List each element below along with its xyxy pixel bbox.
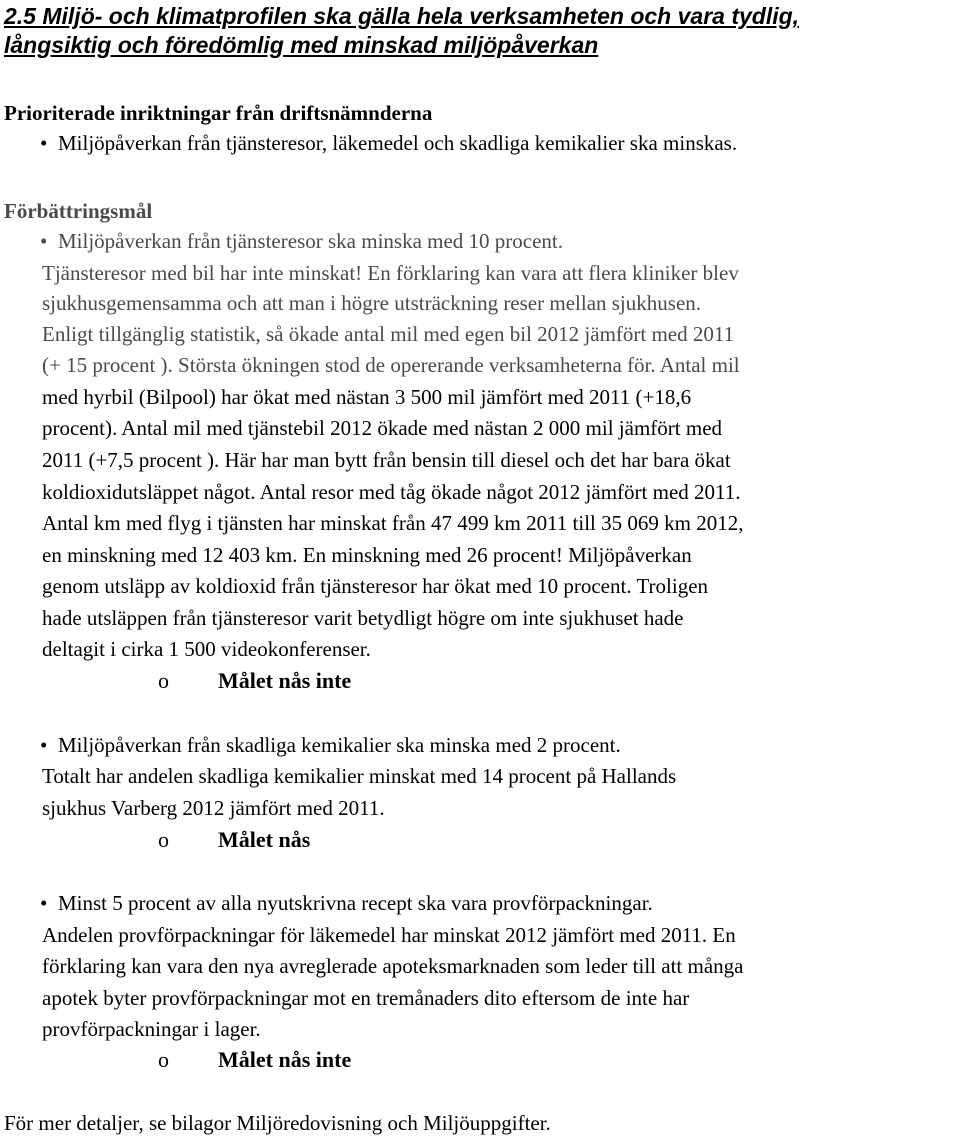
goal-1-text-line: 2011 (+7,5 procent ). Här har man bytt från bensin till diesel och det har bara ökat — [42, 448, 731, 472]
goal-1-text-line: genom utsläpp av koldioxid från tjänsteresor har ökat med 10 procent. Troligen — [42, 574, 709, 598]
goal-1-status — [158, 668, 351, 694]
goal-3-text-line: Andelen provförpackningar för läkemedel har minskat 2012 jämfört med 2011. En — [42, 923, 736, 947]
goal-1-text-line: koldioxidutsläppet något. Antal resor med tåg ökade något 2012 jämfört med 2011. — [42, 480, 741, 504]
goal-1-text-line: en minskning med 12 403 km. En minskning med 26 procent! Miljöpåverkan — [42, 543, 692, 567]
goal-2-status — [158, 827, 310, 853]
circle-bullet-icon: o — [158, 668, 169, 693]
priorities-heading: Prioriterade inriktningar från driftsnämnderna — [4, 101, 433, 125]
goal-1-text-line: hade utsläppen från tjänsteresor varit betydligt högre om inte sjukhuset hade — [42, 606, 684, 630]
section-heading-line-1: 2.5 Miljö- och klimatprofilen ska gälla hela verksamheten och vara tydlig, — [4, 3, 800, 29]
goal-1-text-line: med hyrbil (Bilpool) har ökat med nästan 3 500 mil jämfört med 2011 (+18,6 — [42, 385, 692, 409]
goal-2-title: Miljöpåverkan från skadliga kemikalier ska minska med 2 procent. — [58, 733, 621, 757]
goal-1-text-line: deltagit i cirka 1 500 videokonferenser. — [42, 637, 371, 661]
priorities-item-text: Miljöpåverkan från tjänsteresor, läkemedel och skadliga kemikalier ska minskas. — [58, 131, 738, 155]
goal-3-status-text: Målet nås inte — [218, 1047, 352, 1072]
bullet-icon: • — [40, 131, 48, 155]
goal-2-status-text: Målet nås — [218, 827, 311, 852]
section-heading-line-2: långsiktig och föredömlig med minskad miljöpåverkan — [4, 32, 599, 58]
goal-1-status-text: Målet nås inte — [218, 668, 352, 693]
goal-3-title: Minst 5 procent av alla nyutskrivna recept ska vara provförpackningar. — [58, 891, 653, 915]
section-heading — [4, 2, 956, 60]
goal-1-title: Miljöpåverkan från tjänsteresor ska minska med 10 procent. — [58, 229, 564, 253]
goal-1-text-line: Tjänsteresor med bil har inte minskat! En förklaring kan vara att flera kliniker blev — [42, 261, 739, 285]
goal-1-text-line: Enligt tillgänglig statistik, så ökade antal mil med egen bil 2012 jämfört med 2011 — [42, 322, 735, 346]
goal-3-status — [158, 1047, 351, 1073]
improvement-goals-heading: Förbättringsmål — [4, 199, 153, 223]
bullet-icon: • — [40, 733, 48, 757]
goal-2-text-line: sjukhus Varberg 2012 jämfört med 2011. — [42, 796, 385, 820]
goal-3-text-line: provförpackningar i lager. — [42, 1017, 261, 1041]
goal-1-item — [40, 228, 563, 254]
goal-3-text-line: apotek byter provförpackningar mot en tremånaders dito eftersom de inte har — [42, 986, 690, 1010]
circle-bullet-icon: o — [158, 1047, 169, 1072]
priorities-list-item — [40, 130, 737, 156]
goal-1-text-line: Antal km med flyg i tjänsten har minskat från 47 499 km 2011 till 35 069 km 2012, — [42, 511, 744, 535]
goal-1-text-line: (+ 15 procent ). Största ökningen stod de opererande verksamheterna för. Antal mil — [42, 353, 740, 377]
circle-bullet-icon: o — [158, 827, 169, 852]
goal-3-text-line: förklaring kan vara den nya avreglerade apoteksmarknaden som leder till att många — [42, 954, 744, 978]
footer-note: För mer detaljer, se bilagor Miljöredovisning och Miljöuppgifter. — [4, 1111, 551, 1135]
goal-3-item — [40, 890, 653, 916]
goal-1-text-line: sjukhusgemensamma och att man i högre utsträckning reser mellan sjukhusen. — [42, 291, 702, 315]
goal-1-text-line: procent). Antal mil med tjänstebil 2012 ökade med nästan 2 000 mil jämfört med — [42, 416, 723, 440]
bullet-icon: • — [40, 891, 48, 915]
goal-2-item — [40, 732, 621, 758]
goal-2-text-line: Totalt har andelen skadliga kemikalier minskat med 14 procent på Hallands — [42, 764, 677, 788]
bullet-icon: • — [40, 229, 48, 253]
